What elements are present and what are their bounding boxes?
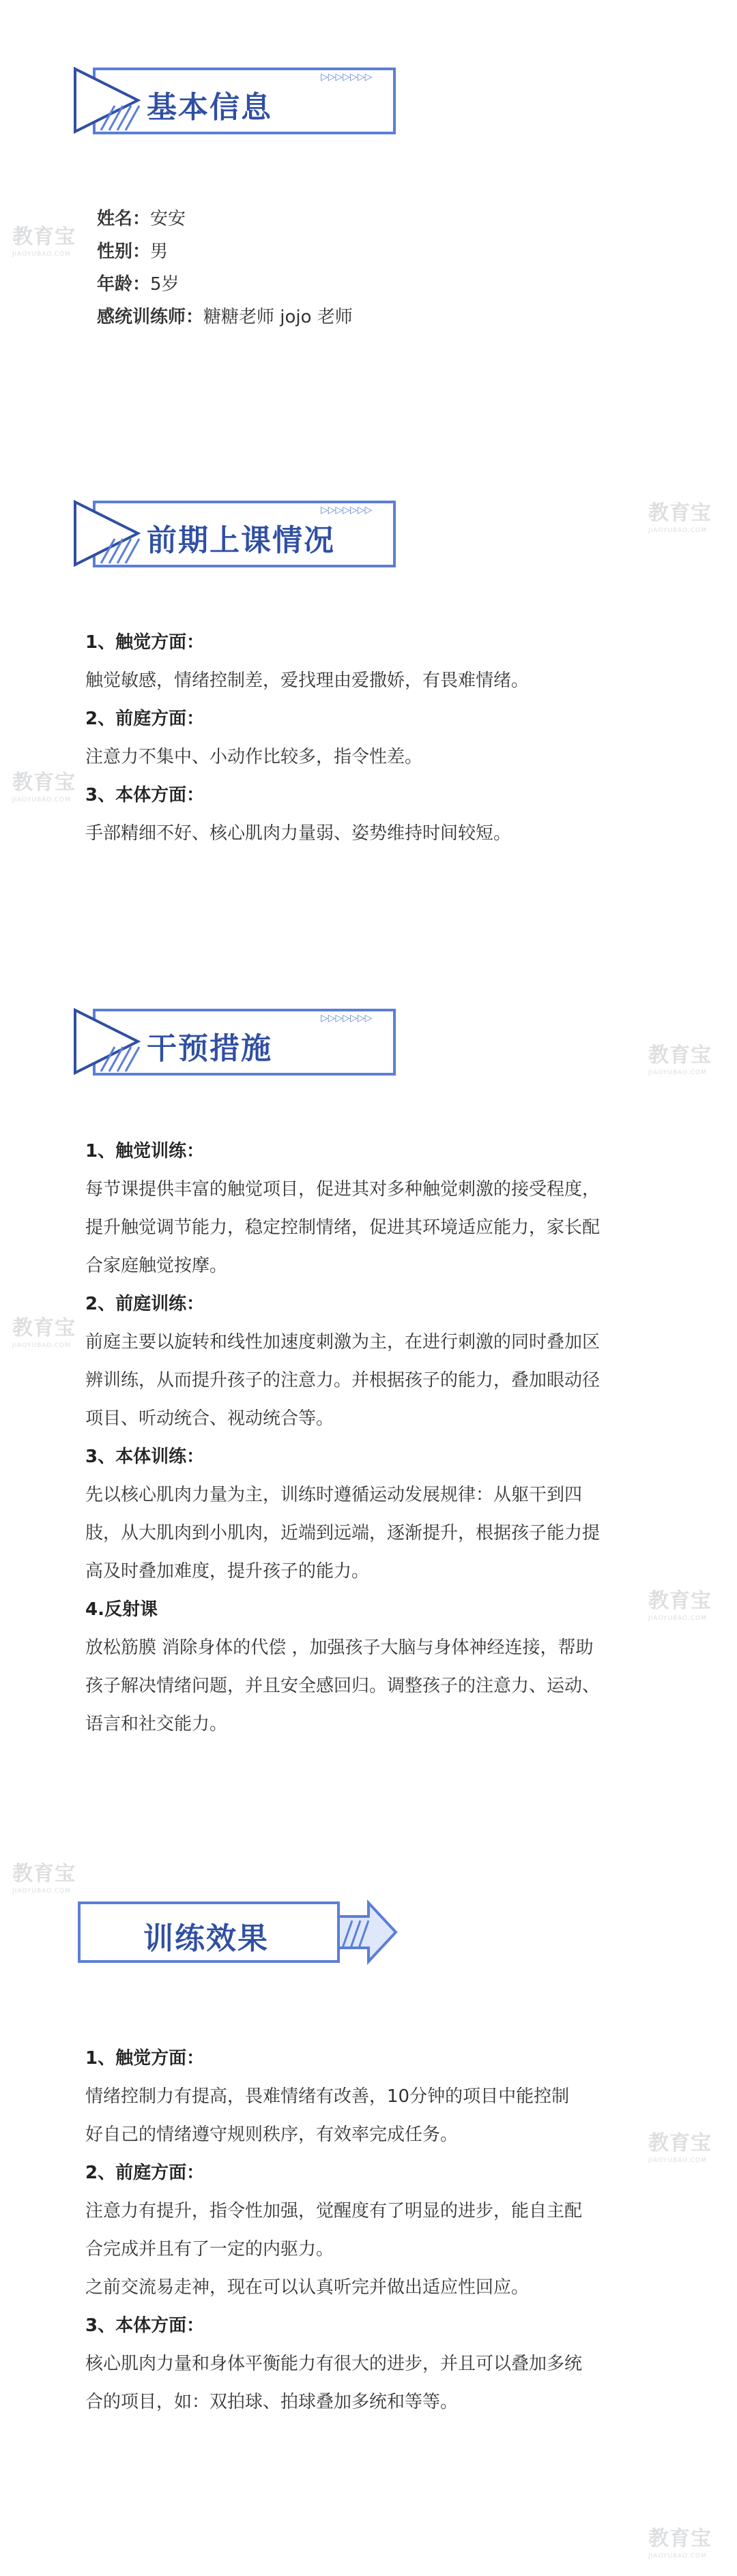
section-intervention-body: [85, 1132, 672, 1743]
watermark-text: 教育宝: [12, 1862, 76, 1886]
group-line: 合家庭触觉按摩。: [85, 1256, 228, 1276]
group-line: 项目、听动统合、视动统合等。: [85, 1408, 334, 1429]
group-line: 高及时叠加难度，提升孩子的能力。: [85, 1561, 370, 1582]
group-heading: 1、触觉方面：: [85, 632, 205, 653]
section-banner-effect: [75, 1896, 403, 1971]
info-trainer: [97, 303, 353, 328]
watermark-logo: [12, 1862, 87, 1900]
group-line: 之前交流易走神，现在可以认真听完并做出适应性回应。: [85, 2277, 530, 2298]
group-line: 合的项目，如：双拍球、拍球叠加多统和等等。: [85, 2392, 459, 2412]
info-value: 糖糖老师 jojo 老师: [203, 307, 353, 327]
watermark-subtext: JIAOYUBAO.COM: [648, 1615, 707, 1622]
group-heading: 3、本体方面：: [85, 2315, 205, 2336]
watermark-text: 教育宝: [12, 225, 76, 249]
group-line: 辨训练，从而提升孩子的注意力。并根据孩子的能力，叠加眼动径: [85, 1370, 601, 1391]
watermark-logo: [648, 1589, 723, 1627]
watermark-text: 教育宝: [12, 771, 76, 795]
watermark-subtext: JIAOYUBAO.COM: [12, 1888, 71, 1895]
info-age: [97, 270, 179, 295]
watermark-subtext: JIAOYUBAO.COM: [12, 1342, 71, 1349]
section-banner-previous: [75, 498, 403, 573]
group-line: 提升触觉调节能力，稳定控制情绪，促进其环境适应能力，家长配: [85, 1217, 601, 1238]
watermark-logo: [648, 2131, 723, 2170]
section-title: 干预措施: [147, 1031, 272, 1066]
svg-text:▷▷▷▷▷▷▷: ▷▷▷▷▷▷▷: [321, 72, 373, 83]
info-value: 男: [150, 241, 169, 262]
group-line: 好自己的情绪遵守规则秩序，有效率完成任务。: [85, 2125, 459, 2145]
section-title: 前期上课情况: [147, 523, 335, 558]
watermark-logo: [12, 1316, 87, 1354]
info-value: 5岁: [150, 274, 179, 295]
watermark-text: 教育宝: [648, 1043, 712, 1067]
watermark-subtext: JIAOYUBAO.COM: [12, 251, 71, 258]
watermark-text: 教育宝: [648, 501, 712, 525]
group-line: 注意力不集中、小动作比较多，指令性差。: [85, 747, 423, 767]
group-line: 注意力有提升，指令性加强，觉醒度有了明显的进步，能自主配: [85, 2201, 583, 2221]
watermark-logo: [648, 501, 723, 539]
group-line: 前庭主要以旋转和线性加速度刺激为主，在进行刺激的同时叠加区: [85, 1332, 601, 1352]
svg-text:▷▷▷▷▷▷▷: ▷▷▷▷▷▷▷: [321, 505, 373, 516]
watermark-subtext: JIAOYUBAO.COM: [648, 2157, 707, 2164]
group-heading: 2、前庭训练：: [85, 1294, 205, 1314]
info-key: 年龄：: [97, 274, 151, 295]
group-line: 肢，从大肌肉到小肌肉，近端到远端，逐渐提升，根据孩子能力提: [85, 1523, 601, 1543]
svg-text:▷▷▷▷▷▷▷: ▷▷▷▷▷▷▷: [321, 1013, 373, 1024]
group-heading: 3、本体方面：: [85, 785, 205, 805]
watermark-subtext: JIAOYUBAO.COM: [648, 2553, 707, 2560]
watermark-logo: [12, 225, 87, 263]
info-gender: [97, 237, 168, 263]
group-heading: 4.反射课: [85, 1599, 158, 1620]
group-heading: 3、本体训练：: [85, 1447, 205, 1467]
group-line: 先以核心肌肉力量为主，训练时遵循运动发展规律：从躯干到四: [85, 1485, 583, 1505]
watermark-text: 教育宝: [648, 2131, 712, 2155]
watermark-text: 教育宝: [648, 2527, 712, 2551]
section-banner-basic-info: [75, 65, 403, 140]
section-title: 基本信息: [147, 90, 272, 125]
watermark-subtext: JIAOYUBAO.COM: [648, 527, 707, 534]
section-previous-body: [85, 623, 672, 853]
group-line: 孩子解决情绪问题，并且安全感回归。调整孩子的注意力、运动、: [85, 1676, 601, 1696]
group-line: 手部精细不好、核心肌肉力量弱、姿势维持时间较短。: [85, 823, 512, 844]
info-key: 性别：: [97, 241, 151, 262]
watermark-subtext: JIAOYUBAO.COM: [648, 1069, 707, 1076]
info-key: 姓名：: [97, 209, 151, 229]
group-heading: 2、前庭方面：: [85, 709, 205, 729]
info-key: 感统训练师：: [97, 307, 204, 327]
group-line: 合完成并且有了一定的内驱力。: [85, 2239, 334, 2260]
section-effect-body: [85, 2039, 672, 2421]
group-heading: 2、前庭方面：: [85, 2163, 205, 2183]
group-heading: 1、触觉方面：: [85, 2048, 205, 2069]
group-line: 情绪控制力有提高，畏难情绪有改善，10分钟的项目中能控制: [85, 2086, 570, 2107]
group-heading: 1、触觉训练：: [85, 1141, 205, 1161]
watermark-logo: [648, 2527, 723, 2565]
group-line: 触觉敏感，情绪控制差，爱找理由爱撒娇，有畏难情绪。: [85, 670, 530, 691]
info-name: [97, 205, 186, 230]
group-line: 放松筋膜 消除身体的代偿 ，加强孩子大脑与身体神经连接，帮助: [85, 1638, 594, 1658]
group-line: 每节课提供丰富的触觉项目，促进其对多种触觉刺激的接受程度，: [85, 1179, 601, 1200]
info-value: 安安: [150, 209, 186, 229]
watermark-text: 教育宝: [12, 1316, 76, 1340]
group-line: 语言和社交能力。: [85, 1714, 228, 1734]
watermark-logo: [12, 771, 87, 809]
watermark-logo: [648, 1043, 723, 1082]
watermark-subtext: JIAOYUBAO.COM: [12, 797, 71, 803]
section-title: 训练效果: [143, 1921, 269, 1956]
group-line: 核心肌肉力量和身体平衡能力有很大的进步，并且可以叠加多统: [85, 2354, 583, 2374]
section-banner-intervention: [75, 1006, 403, 1081]
watermark-text: 教育宝: [648, 1589, 712, 1613]
